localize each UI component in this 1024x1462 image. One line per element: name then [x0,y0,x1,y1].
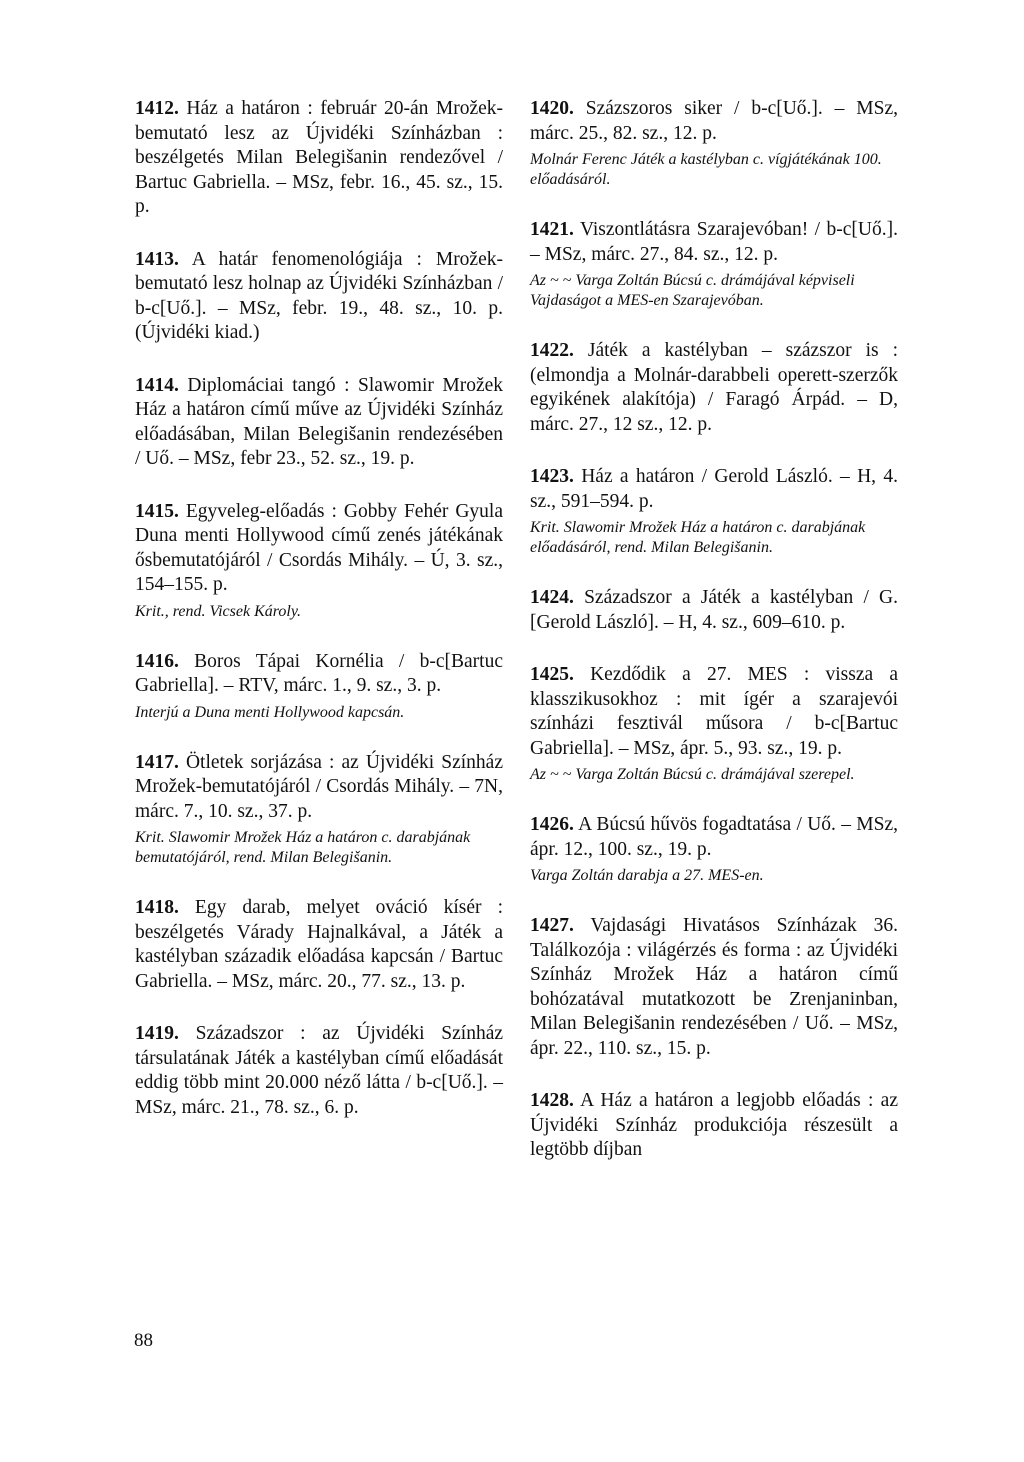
entry-note: Molnár Ferenc Játék a kastélyban c. vígjátékának 100. előadásáról. [530,151,882,188]
entry-text: A határ fenomenológiája : Mrožek-bemutató lesz holnap az Újvidéki Színházban / b-c[Uő.]. – MSz, febr. 19., 48. sz., 10. p. (Újvidéki kiad.) [135,248,503,343]
entry-1422 [530,339,898,437]
left-column [135,97,503,1148]
entry-number: 1428. [530,1090,574,1111]
entry-number: 1425. [530,664,574,685]
entry-number: 1418. [135,897,179,918]
entry-text: Ház a határon / Gerold László. – H, 4. sz., 591–594. p. [530,466,899,512]
entry-text: Diplomáciai tangó : Slawomir Mrožek Ház a határon című műve az Újvidéki Színház előadásában, Milan Belegišanin rendezésében / Uő. – MSz, febr 23., 52. sz., 19. p. [135,374,504,469]
entry-text: Játék a kastélyban – százszor is : (elmondja a Molnár-darabbeli operett-szerzők egyikének alakítója) / Faragó Árpád. – D, márc. 27., 12 sz., 12. p. [530,340,899,435]
entry-1428 [530,1089,898,1163]
entry-text: Kezdődik a 27. MES : vissza a klasszikusokhoz : mit ígér a szarajevói színházi fesztivál műsora / b-c[Bartuc Gabriella]. – MSz, ápr. 5., 93. sz., 19. p. [530,664,899,759]
entry-number: 1419. [135,1023,179,1044]
entry-1416 [135,650,503,723]
entry-note: Krit. Slawomir Mrožek Ház a határon c. darabjának bemutatójáról, rend. Milan Belegišanin. [135,829,471,866]
entry-note: Krit. Slawomir Mrožek Ház a határon c. darabjának előadásáról, rend. Milan Belegišanin. [530,519,866,556]
entry-number: 1421. [530,219,574,240]
entry-text: Viszontlátásra Szarajevóban! / b-c[Uő.]. – MSz, márc. 27., 84. sz., 12. p. [530,219,898,265]
entry-number: 1415. [135,500,179,522]
entry-1413 [135,248,503,346]
entry-number: 1424. [530,587,574,608]
entry-text: Egy darab, melyet ováció kísér : beszélgetés Várady Hajnalkával, a Játék a kastélyban századik előadása kapcsán / Bartuc Gabriella. – MSz, márc. 20., 77. sz., 13. p. [135,897,503,992]
entry-number: 1420. [530,98,574,119]
entry-1414 [135,374,503,472]
entry-1421 [530,218,898,311]
entry-1424 [530,586,898,635]
entry-text: Boros Tápai Kornélia / b-c[Bartuc Gabriella]. – RTV, márc. 1., 9. sz., 3. p. [135,650,503,696]
entry-text: Századszor : az Újvidéki Színház társulatának Játék a kastélyban című előadását eddig több mint 20.000 néző látta / b-c[Uő.]. – MSz, márc. 21., 78. sz., 6. p. [135,1023,503,1118]
entry-number: 1414. [135,374,179,396]
entry-1412 [135,97,503,220]
entry-text: Egyveleg-előadás : Gobby Fehér Gyula Duna menti Hollywood című zenés játékának ősbemutatójáról / Csordás Mihály. – Ú, 3. sz., 154–155. p. [135,500,503,595]
entry-number: 1426. [530,814,574,835]
entry-note: Varga Zoltán darabja a 27. MES-en. [530,867,764,884]
entry-1417 [135,751,503,869]
entry-1427 [530,914,898,1061]
entry-1418 [135,896,503,994]
entry-note: Interjú a Duna menti Hollywood kapcsán. [135,703,405,721]
entry-1423 [530,465,898,558]
entry-1426 [530,813,898,886]
entry-text: Századszor a Játék a kastélyban / G.[Gerold László]. – H, 4. sz., 609–610. p. [530,587,899,633]
right-column [530,97,898,1191]
entry-number: 1416. [135,650,179,672]
entry-1425 [530,663,898,785]
entry-number: 1427. [530,915,574,936]
entry-1415 [135,500,503,622]
entry-text: A Búcsú hűvös fogadtatása / Uő. – MSz, ápr. 12., 100. sz., 19. p. [530,814,898,860]
entry-text: Ötletek sorjázása : az Újvidéki Színház Mrožek-bemutatójáról / Csordás Mihály. – 7N, márc. 7., 10. sz., 37. p. [135,751,503,822]
entry-1420 [530,97,898,190]
entry-number: 1422. [530,340,574,361]
entry-note: Az ~ ~ Varga Zoltán Búcsú c. drámájával szerepel. [530,766,855,783]
entry-text: A Ház a határon a legjobb előadás : az Újvidéki Színház produkciója részesült a legtöbb díjban [530,1090,898,1160]
entry-text: Ház a határon : február 20-án Mrožek-bemutató lesz az Újvidéki Színházban : beszélgetés Milan Belegišanin rendezővel / Bartuc Gabriella. – MSz, febr. 16., 45. sz., 15. p. [135,98,504,217]
entry-note: Krit., rend. Vicsek Károly. [135,602,302,620]
page-number: 88 [134,1330,153,1351]
entry-number: 1417. [135,751,179,773]
entry-text: Százszoros siker / b-c[Uő.]. – MSz, márc. 25., 82. sz., 12. p. [530,98,899,144]
entry-number: 1413. [135,248,179,270]
entry-1419 [135,1022,503,1120]
entry-note: Az ~ ~ Varga Zoltán Búcsú c. drámájával képviseli Vajdaságot a MES-en Szarajevóban. [530,272,855,309]
entry-number: 1423. [530,466,574,487]
entry-number: 1412. [135,98,179,119]
entry-text: Vajdasági Hivatásos Színházak 36. Találkozója : világérzés és forma : az Újvidéki Színház Mrožek Ház a határon című bohózatával mutatkozott be Zrenjaninban, Milan Belegišanin rendezésében / Uő. – MSz, ápr. 22., 110. sz., 15. p. [530,915,898,1059]
